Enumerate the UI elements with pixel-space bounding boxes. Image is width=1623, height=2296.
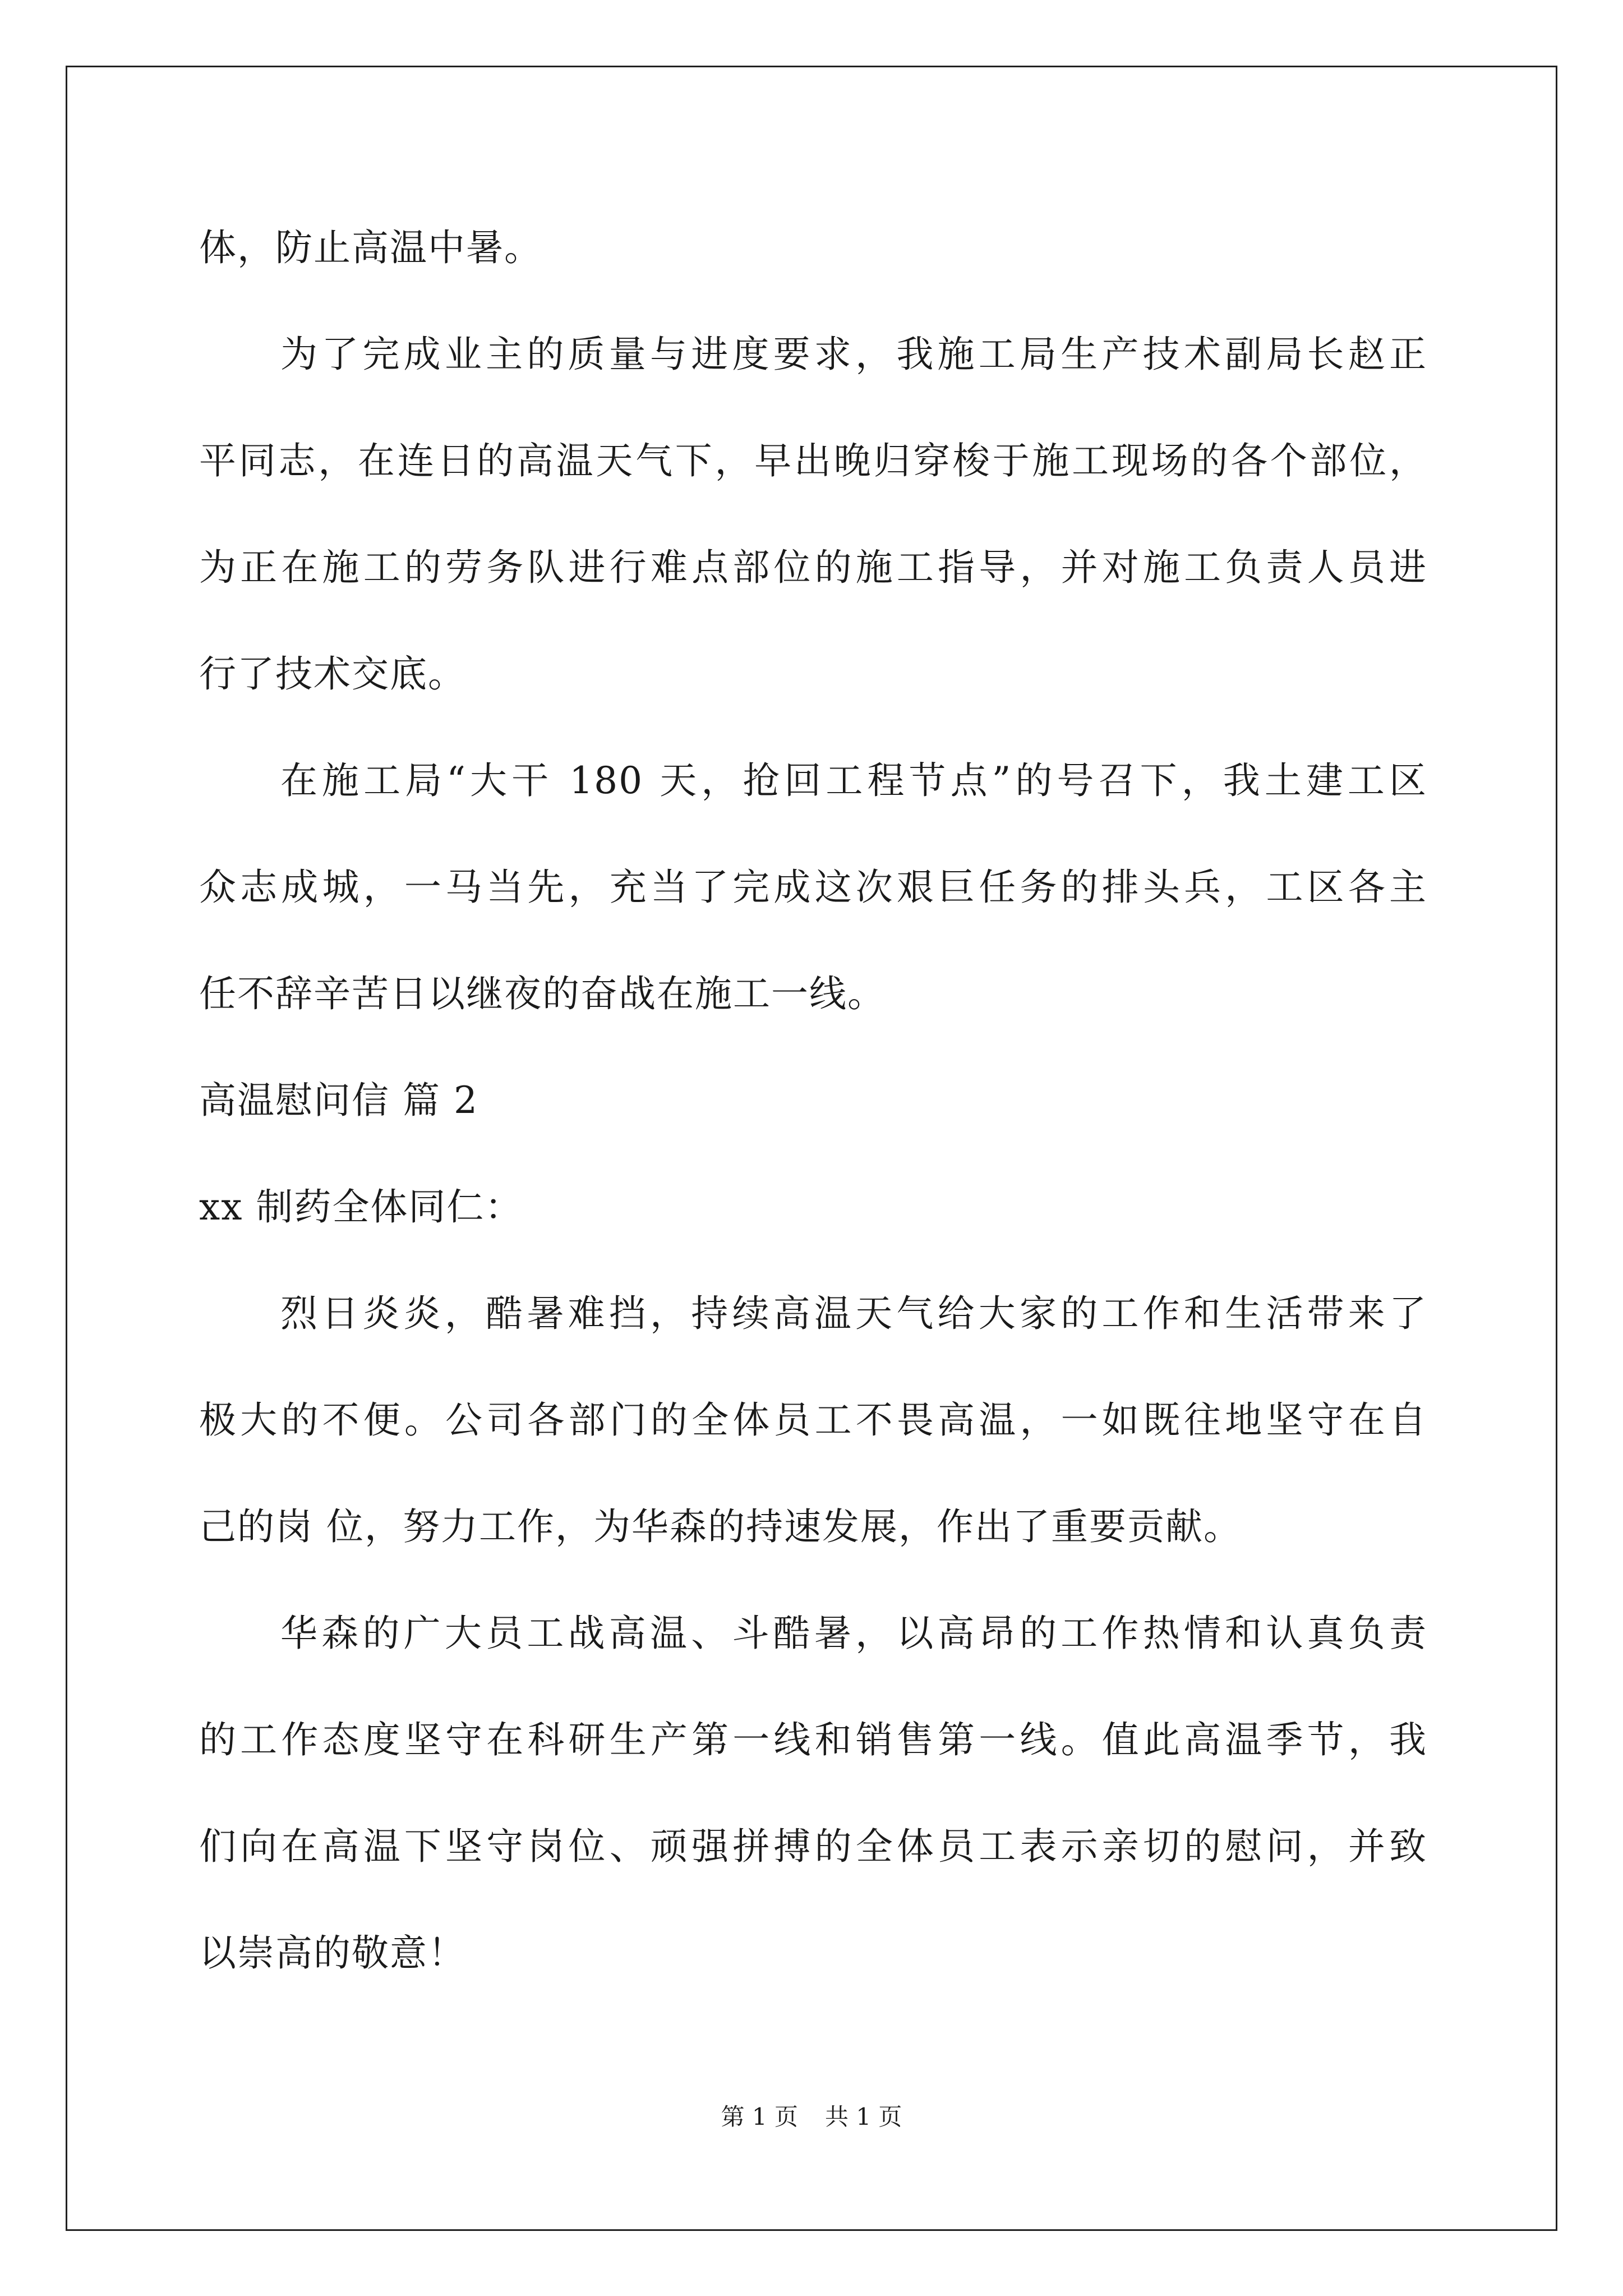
document-body <box>199 211 1427 2023</box>
page-total: 共 1 页 <box>825 2103 902 2131</box>
body-line: 行了技术交底。 <box>199 652 466 696</box>
body-line: 极大的不便。公司各部门的全体员工不畏高温，一如既往地坚守在自 <box>199 1398 1427 1442</box>
paragraph-first-line: 华森的广大员工战高温、斗酷暑，以高昂的工作热情和认真负责 <box>280 1612 1427 1655</box>
body-line: 为正在施工的劳务队进行难点部位的施工指导，并对施工负责人员进 <box>199 546 1427 589</box>
body-line: 己的岗 位，努力工作，为华森的持速发展，作出了重要贡献。 <box>199 1505 1242 1548</box>
body-line: 以崇高的敬意！ <box>199 1931 466 1975</box>
body-line: 平同志，在连日的高温天气下，早出晚归穿梭于施工现场的各个部位， <box>199 439 1427 482</box>
body-line: 众志成城，一马当先，充当了完成这次艰巨任务的排头兵，工区各主 <box>199 866 1427 909</box>
body-line: 体，防止高温中暑。 <box>199 226 542 269</box>
page-footer <box>0 2100 1623 2134</box>
paragraph-first-line: 在施工局“大干 180 天，抢回工程节点”的号召下，我土建工区 <box>280 759 1427 802</box>
paragraph-first-line: 烈日炎炎，酷暑难挡，持续高温天气给大家的工作和生活带来了 <box>280 1292 1427 1335</box>
paragraph-first-line: 为了完成业主的质量与进度要求，我施工局生产技术副局长赵正 <box>280 333 1427 376</box>
section-heading: 高温慰问信 篇 2 <box>199 1079 478 1122</box>
body-line: 的工作态度坚守在科研生产第一线和销售第一线。值此高温季节，我 <box>199 1718 1427 1761</box>
salutation: xx 制药全体同仁： <box>199 1185 523 1228</box>
body-line: 任不辞辛苦日以继夜的奋战在施工一线。 <box>199 972 886 1015</box>
body-line: 们向在高温下坚守岗位、顽强拼搏的全体员工表示亲切的慰问，并致 <box>199 1825 1427 1868</box>
page-number: 第 1 页 <box>721 2103 798 2131</box>
